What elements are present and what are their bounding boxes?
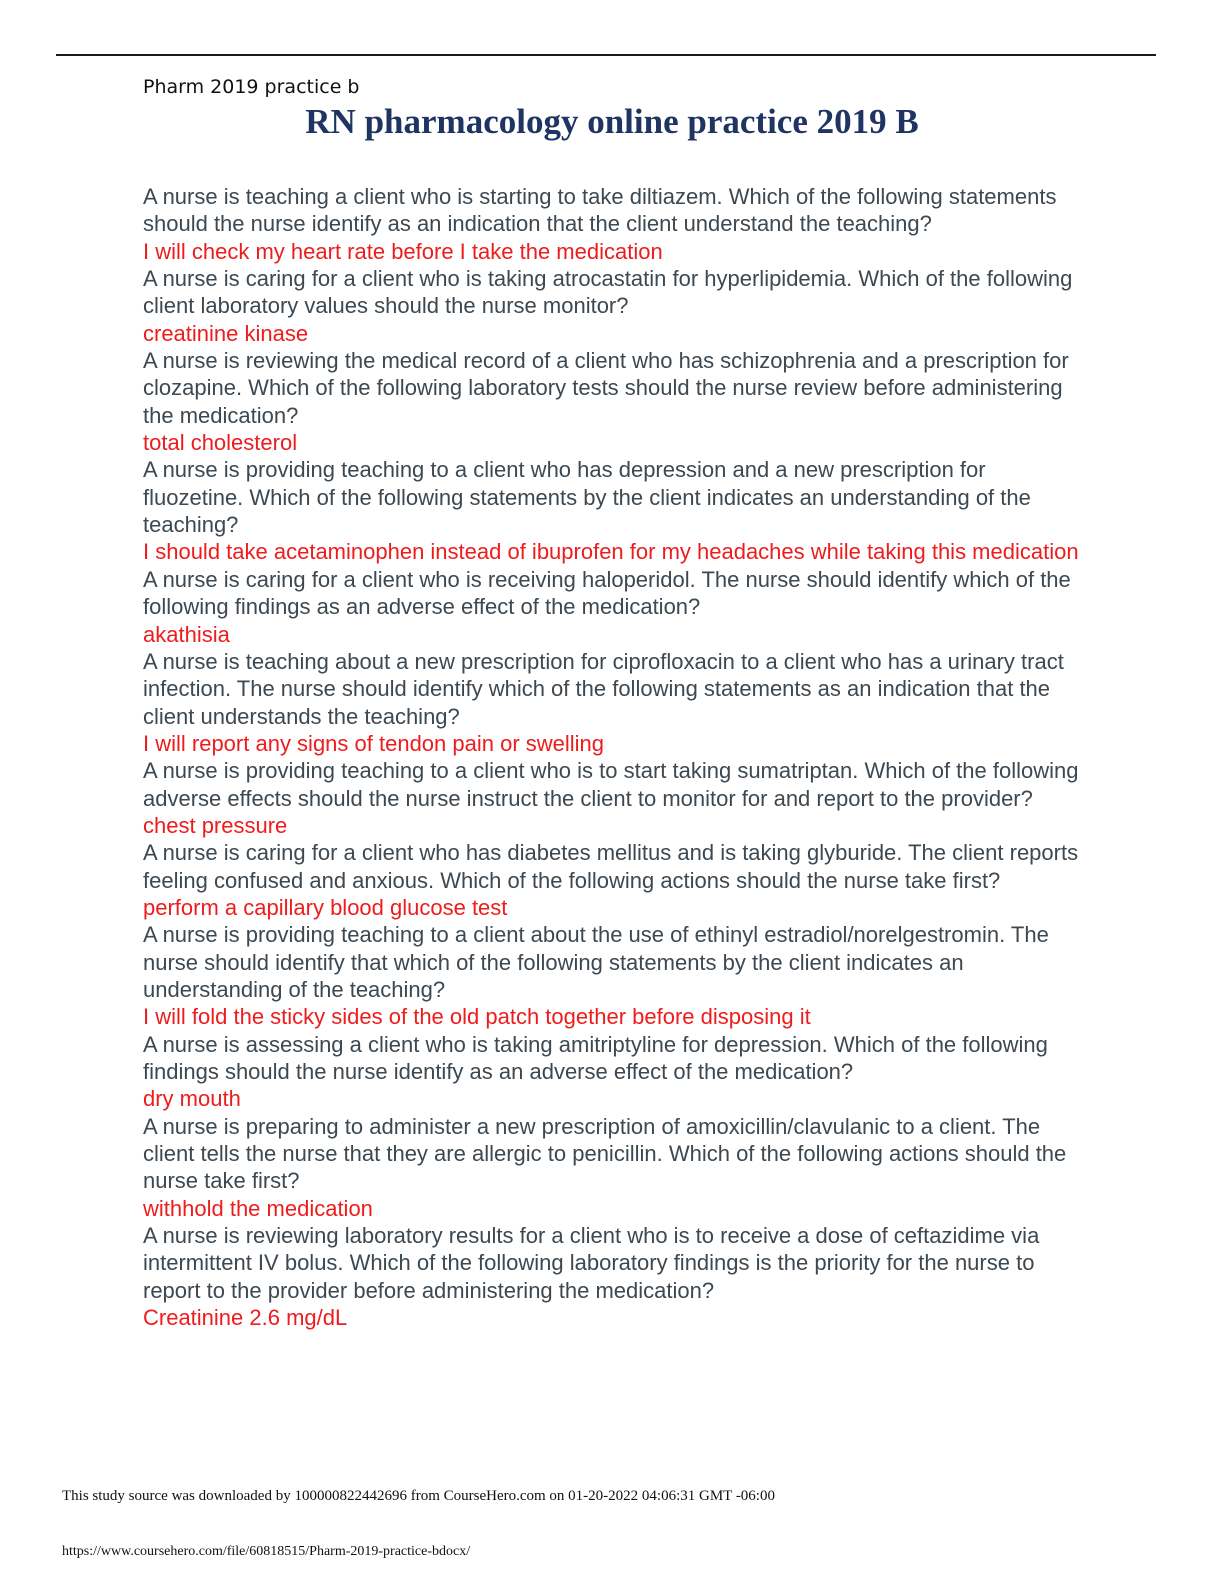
qa-item <box>143 566 1083 648</box>
qa-item <box>143 1222 1083 1331</box>
answer-text: I will check my heart rate before I take the medication <box>143 238 663 264</box>
answer-text: dry mouth <box>143 1086 241 1112</box>
qa-item <box>143 456 1083 565</box>
answer-text: creatinine kinase <box>143 320 309 346</box>
answer-text: withhold the medication <box>143 1195 373 1221</box>
answer-text: I will report any signs of tendon pain or swelling <box>143 730 605 756</box>
qa-item <box>143 265 1083 347</box>
question-text: A nurse is teaching a client who is starting to take diltiazem. Which of the following statements should the nurse identify as an indication that the client understand the teaching? <box>143 184 1057 237</box>
source-url-link[interactable]: https://www.coursehero.com/file/60818515/Pharm-2019-practice-bdocx/ <box>62 1544 471 1559</box>
qa-item <box>143 183 1083 265</box>
page-title: RN pharmacology online practice 2019 B <box>305 102 919 141</box>
answer-text: total cholesterol <box>143 430 298 456</box>
qa-item <box>143 1031 1083 1113</box>
question-text: A nurse is teaching about a new prescription for ciprofloxacin to a client who has a urinary tract infection. The nurse should identify which of the following statements as an indication that the client understands the teaching? <box>143 648 1064 729</box>
question-text: A nurse is caring for a client who is receiving haloperidol. The nurse should identify which of the following findings as an adverse effect of the medication? <box>143 566 1071 620</box>
question-text: A nurse is reviewing the medical record of a client who has schizophrenia and a prescription for clozapine. Which of the following laboratory tests should the nurse review before administering the medication? <box>143 348 1069 428</box>
answer-text: akathisia <box>143 621 230 647</box>
answer-text: chest pressure <box>143 812 288 838</box>
question-text: A nurse is preparing to administer a new prescription of amoxicillin/clavulanic to a client. The client tells the nurse that they are allergic to penicillin. Which of the following actions should the nurse take first? <box>143 1113 1067 1194</box>
question-text: A nurse is caring for a client who is taking atrocastatin for hyperlipidemia. Which of the following client laboratory values should the nurse monitor? <box>143 266 1073 319</box>
question-text: A nurse is providing teaching to a client who has depression and a new prescription for fluozetine. Which of the following statements by the client indicates an understanding of the teaching? <box>143 457 1031 538</box>
top-divider-line <box>56 54 1156 56</box>
qa-item <box>143 648 1083 757</box>
qa-item <box>143 1113 1083 1222</box>
qa-item <box>143 347 1083 456</box>
question-text: A nurse is reviewing laboratory results for a client who is to receive a dose of ceftazidime via intermittent IV bolus. Which of the following laboratory findings is the priority for the nurse to report to the provider before administering the medication? <box>143 1223 1040 1303</box>
answer-text: I should take acetaminophen instead of ibuprofen for my headaches while taking this medication <box>143 539 1079 565</box>
qa-item <box>143 757 1083 839</box>
answer-text: perform a capillary blood glucose test <box>143 894 508 920</box>
answer-text: I will fold the sticky sides of the old patch together before disposing it <box>143 1004 811 1030</box>
document-label: Pharm 2019 practice b <box>143 76 360 98</box>
question-text: A nurse is providing teaching to a client who is to start taking sumatriptan. Which of the following adverse effects should the nurse instruct the client to monitor for and report to the provider? <box>143 758 1079 811</box>
question-text: A nurse is caring for a client who has diabetes mellitus and is taking glyburide. The client reports feeling confused and anxious. Which of the following actions should the nurse take first? <box>143 840 1079 893</box>
download-source-note: This study source was downloaded by 100000822442696 from CourseHero.com on 01-20-2022 04:06:31 GMT -06:00 <box>62 1488 775 1504</box>
qa-item <box>143 921 1083 1030</box>
qa-item <box>143 839 1083 921</box>
question-text: A nurse is assessing a client who is taking amitriptyline for depression. Which of the following findings should the nurse identify as an adverse effect of the medication? <box>143 1031 1048 1084</box>
question-text: A nurse is providing teaching to a client about the use of ethinyl estradiol/norelgestromin. The nurse should identify that which of the following statements by the client indicates an understanding of the teaching? <box>143 922 1049 1002</box>
answer-text: Creatinine 2.6 mg/dL <box>143 1305 348 1331</box>
question-answer-list <box>143 183 1083 1331</box>
